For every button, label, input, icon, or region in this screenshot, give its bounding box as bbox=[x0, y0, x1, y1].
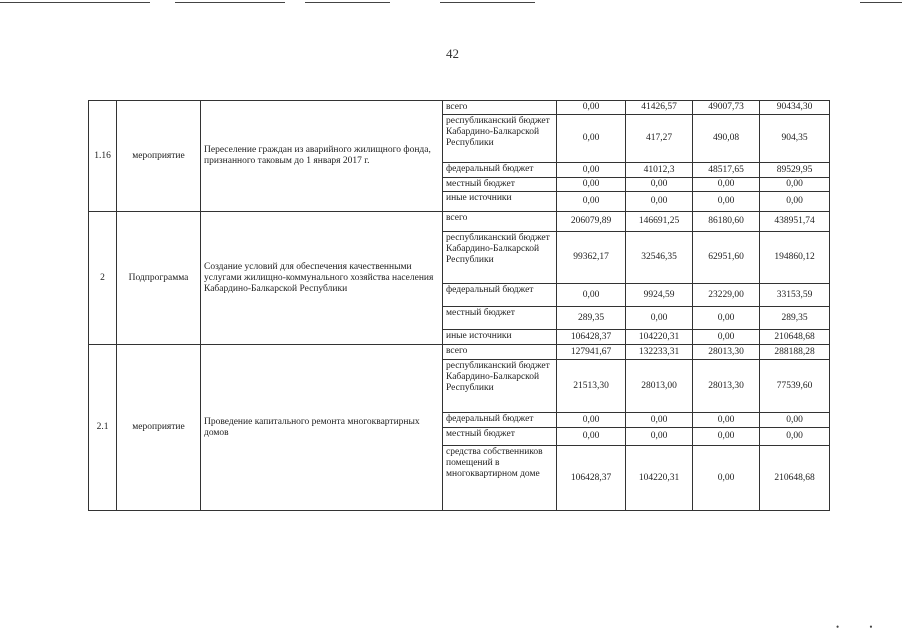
value-cell: 0,00 bbox=[626, 178, 693, 192]
value-cell: 0,00 bbox=[557, 192, 626, 212]
item-number: 2.1 bbox=[89, 345, 117, 511]
value-cell: 0,00 bbox=[557, 101, 626, 115]
budget-table bbox=[88, 100, 830, 511]
value-cell: 104220,31 bbox=[626, 330, 693, 345]
page-number: 42 bbox=[446, 46, 459, 61]
value-cell: 132233,31 bbox=[626, 345, 693, 360]
funding-source: иные источники bbox=[443, 330, 557, 345]
value-cell: 0,00 bbox=[626, 428, 693, 446]
value-cell: 33153,59 bbox=[760, 284, 830, 307]
value-cell: 99362,17 bbox=[557, 232, 626, 284]
value-cell: 104220,31 bbox=[626, 446, 693, 511]
item-name: Проведение капитального ремонта многоквартирных домов bbox=[201, 345, 443, 511]
value-cell: 0,00 bbox=[557, 163, 626, 178]
value-cell: 90434,30 bbox=[760, 101, 830, 115]
item-name: Переселение граждан из аварийного жилищного фонда, признанного таковым до 1 января 2017 г. bbox=[201, 101, 443, 212]
value-cell: 0,00 bbox=[557, 428, 626, 446]
value-cell: 89529,95 bbox=[760, 163, 830, 178]
value-cell: 49007,73 bbox=[693, 101, 760, 115]
value-cell: 0,00 bbox=[626, 413, 693, 428]
funding-source: местный бюджет bbox=[443, 307, 557, 330]
value-cell: 438951,74 bbox=[760, 212, 830, 232]
value-cell: 0,00 bbox=[626, 307, 693, 330]
value-cell: 0,00 bbox=[557, 115, 626, 163]
value-cell: 28013,30 bbox=[693, 345, 760, 360]
item-number: 1.16 bbox=[89, 101, 117, 212]
item-number: 2 bbox=[89, 212, 117, 345]
value-cell: 28013,30 bbox=[693, 360, 760, 413]
funding-source: федеральный бюджет bbox=[443, 413, 557, 428]
value-cell: 0,00 bbox=[693, 413, 760, 428]
value-cell: 0,00 bbox=[760, 178, 830, 192]
value-cell: 21513,30 bbox=[557, 360, 626, 413]
value-cell: 41012,3 bbox=[626, 163, 693, 178]
item-type: мероприятие bbox=[117, 101, 201, 212]
value-cell: 288188,28 bbox=[760, 345, 830, 360]
value-cell: 0,00 bbox=[693, 428, 760, 446]
value-cell: 904,35 bbox=[760, 115, 830, 163]
value-cell: 86180,60 bbox=[693, 212, 760, 232]
value-cell: 0,00 bbox=[693, 307, 760, 330]
value-cell: 127941,67 bbox=[557, 345, 626, 360]
value-cell: 32546,35 bbox=[626, 232, 693, 284]
funding-source: федеральный бюджет bbox=[443, 163, 557, 178]
table-row bbox=[89, 345, 830, 360]
value-cell: 106428,37 bbox=[557, 330, 626, 345]
value-cell: 0,00 bbox=[557, 284, 626, 307]
value-cell: 0,00 bbox=[693, 178, 760, 192]
value-cell: 48517,65 bbox=[693, 163, 760, 178]
table-row bbox=[89, 212, 830, 232]
funding-source: всего bbox=[443, 345, 557, 360]
value-cell: 210648,68 bbox=[760, 446, 830, 511]
item-type: Подпрограмма bbox=[117, 212, 201, 345]
value-cell: 417,27 bbox=[626, 115, 693, 163]
value-cell: 106428,37 bbox=[557, 446, 626, 511]
value-cell: 289,35 bbox=[557, 307, 626, 330]
value-cell: 62951,60 bbox=[693, 232, 760, 284]
value-cell: 0,00 bbox=[626, 192, 693, 212]
value-cell: 146691,25 bbox=[626, 212, 693, 232]
item-type: мероприятие bbox=[117, 345, 201, 511]
funding-source: республиканский бюджет Кабардино-Балкарской Республики bbox=[443, 115, 557, 163]
funding-source: республиканский бюджет Кабардино-Балкарской Республики bbox=[443, 232, 557, 284]
funding-source: федеральный бюджет bbox=[443, 284, 557, 307]
table-row bbox=[89, 101, 830, 115]
value-cell: 194860,12 bbox=[760, 232, 830, 284]
value-cell: 206079,89 bbox=[557, 212, 626, 232]
value-cell: 9924,59 bbox=[626, 284, 693, 307]
funding-source: местный бюджет bbox=[443, 178, 557, 192]
value-cell: 490,08 bbox=[693, 115, 760, 163]
funding-source: средства собственников помещений в многоквартирном доме bbox=[443, 446, 557, 511]
value-cell: 0,00 bbox=[693, 192, 760, 212]
value-cell: 0,00 bbox=[760, 192, 830, 212]
value-cell: 0,00 bbox=[557, 178, 626, 192]
value-cell: 77539,60 bbox=[760, 360, 830, 413]
funding-source: всего bbox=[443, 101, 557, 115]
value-cell: 23229,00 bbox=[693, 284, 760, 307]
value-cell: 41426,57 bbox=[626, 101, 693, 115]
footer-marks: • • bbox=[836, 622, 887, 632]
funding-source: местный бюджет bbox=[443, 428, 557, 446]
value-cell: 0,00 bbox=[693, 330, 760, 345]
value-cell: 0,00 bbox=[760, 413, 830, 428]
value-cell: 0,00 bbox=[557, 413, 626, 428]
funding-source: иные источники bbox=[443, 192, 557, 212]
value-cell: 289,35 bbox=[760, 307, 830, 330]
value-cell: 0,00 bbox=[693, 446, 760, 511]
top-border-lines bbox=[0, 0, 905, 8]
item-name: Создание условий для обеспечения качественными услугами жилищно-коммунального хозяйства населения Кабардино-Балкарской Республики bbox=[201, 212, 443, 345]
funding-source: республиканский бюджет Кабардино-Балкарской Республики bbox=[443, 360, 557, 413]
value-cell: 28013,00 bbox=[626, 360, 693, 413]
value-cell: 0,00 bbox=[760, 428, 830, 446]
funding-source: всего bbox=[443, 212, 557, 232]
value-cell: 210648,68 bbox=[760, 330, 830, 345]
